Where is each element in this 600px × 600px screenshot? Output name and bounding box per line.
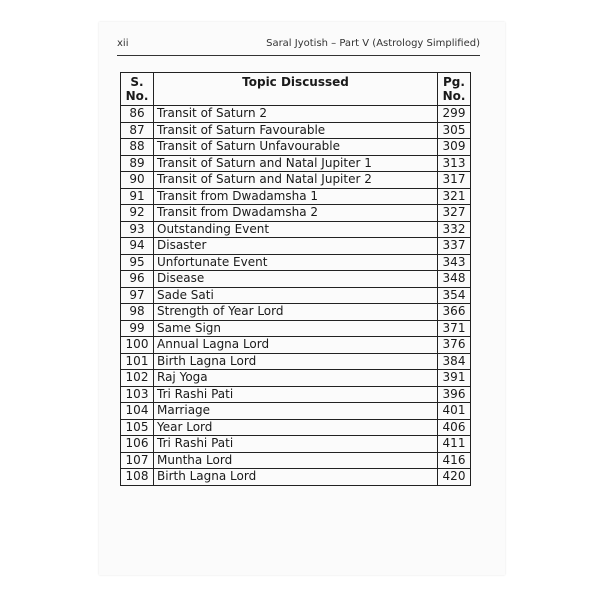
row-topic: Birth Lagna Lord — [154, 469, 438, 486]
row-serial-number: 94 — [121, 238, 154, 255]
row-page-number: 343 — [438, 254, 471, 271]
table-row — [121, 221, 471, 238]
contents-table — [120, 72, 471, 486]
row-topic: Transit of Saturn and Natal Jupiter 2 — [154, 172, 438, 189]
table-header-row — [121, 73, 471, 106]
row-serial-number: 90 — [121, 172, 154, 189]
row-serial-number: 108 — [121, 469, 154, 486]
table-row — [121, 287, 471, 304]
table-row — [121, 337, 471, 354]
row-page-number: 406 — [438, 419, 471, 436]
table-row — [121, 139, 471, 156]
table-row — [121, 205, 471, 222]
header-page-line2: No. — [442, 89, 466, 103]
table-body — [121, 106, 471, 486]
table-row — [121, 188, 471, 205]
row-topic: Sade Sati — [154, 287, 438, 304]
row-serial-number: 100 — [121, 337, 154, 354]
row-page-number: 327 — [438, 205, 471, 222]
row-topic: Disaster — [154, 238, 438, 255]
row-page-number: 376 — [438, 337, 471, 354]
row-page-number: 317 — [438, 172, 471, 189]
row-page-number: 411 — [438, 436, 471, 453]
row-page-number: 420 — [438, 469, 471, 486]
table-row — [121, 353, 471, 370]
row-topic: Marriage — [154, 403, 438, 420]
row-page-number: 366 — [438, 304, 471, 321]
header-serial-line1: S. — [130, 75, 144, 89]
row-topic: Annual Lagna Lord — [154, 337, 438, 354]
row-serial-number: 105 — [121, 419, 154, 436]
header-serial-line2: No. — [125, 89, 149, 103]
row-topic: Raj Yoga — [154, 370, 438, 387]
row-page-number: 337 — [438, 238, 471, 255]
row-page-number: 348 — [438, 271, 471, 288]
table-row — [121, 172, 471, 189]
page-header — [117, 38, 480, 54]
row-serial-number: 97 — [121, 287, 154, 304]
row-serial-number: 87 — [121, 122, 154, 139]
row-topic: Birth Lagna Lord — [154, 353, 438, 370]
header-serial-number — [121, 73, 154, 106]
table-row — [121, 386, 471, 403]
row-serial-number: 92 — [121, 205, 154, 222]
row-topic: Tri Rashi Pati — [154, 436, 438, 453]
table-row — [121, 155, 471, 172]
table-row — [121, 320, 471, 337]
row-page-number: 384 — [438, 353, 471, 370]
row-serial-number: 91 — [121, 188, 154, 205]
row-serial-number: 106 — [121, 436, 154, 453]
row-page-number: 299 — [438, 106, 471, 123]
row-topic: Muntha Lord — [154, 452, 438, 469]
row-topic: Tri Rashi Pati — [154, 386, 438, 403]
header-page-line1: Pg. — [443, 75, 465, 89]
row-page-number: 396 — [438, 386, 471, 403]
row-topic: Transit of Saturn Unfavourable — [154, 139, 438, 156]
row-serial-number: 89 — [121, 155, 154, 172]
row-serial-number: 104 — [121, 403, 154, 420]
row-page-number: 391 — [438, 370, 471, 387]
row-topic: Transit of Saturn and Natal Jupiter 1 — [154, 155, 438, 172]
row-serial-number: 96 — [121, 271, 154, 288]
row-topic: Unfortunate Event — [154, 254, 438, 271]
table-row — [121, 370, 471, 387]
row-topic: Disease — [154, 271, 438, 288]
row-page-number: 401 — [438, 403, 471, 420]
header-rule — [117, 55, 480, 56]
row-page-number: 305 — [438, 122, 471, 139]
row-serial-number: 107 — [121, 452, 154, 469]
table-row — [121, 238, 471, 255]
row-serial-number: 101 — [121, 353, 154, 370]
table-row — [121, 436, 471, 453]
row-serial-number: 99 — [121, 320, 154, 337]
row-page-number: 309 — [438, 139, 471, 156]
row-topic: Transit of Saturn 2 — [154, 106, 438, 123]
book-title: Saral Jyotish – Part V (Astrology Simplified) — [266, 38, 480, 49]
page-number: xii — [117, 38, 129, 49]
row-topic: Transit of Saturn Favourable — [154, 122, 438, 139]
header-page-number — [438, 73, 471, 106]
row-page-number: 354 — [438, 287, 471, 304]
table-row — [121, 254, 471, 271]
table-row — [121, 469, 471, 486]
row-page-number: 332 — [438, 221, 471, 238]
row-serial-number: 98 — [121, 304, 154, 321]
row-page-number: 371 — [438, 320, 471, 337]
row-serial-number: 102 — [121, 370, 154, 387]
row-serial-number: 95 — [121, 254, 154, 271]
row-page-number: 321 — [438, 188, 471, 205]
table-row — [121, 403, 471, 420]
table-row — [121, 304, 471, 321]
table-row — [121, 122, 471, 139]
row-serial-number: 86 — [121, 106, 154, 123]
table-row — [121, 271, 471, 288]
table-row — [121, 452, 471, 469]
table-row — [121, 106, 471, 123]
row-serial-number: 103 — [121, 386, 154, 403]
row-page-number: 416 — [438, 452, 471, 469]
row-serial-number: 93 — [121, 221, 154, 238]
table-row — [121, 419, 471, 436]
row-topic: Year Lord — [154, 419, 438, 436]
row-topic: Same Sign — [154, 320, 438, 337]
row-topic: Transit from Dwadamsha 1 — [154, 188, 438, 205]
row-page-number: 313 — [438, 155, 471, 172]
header-topic: Topic Discussed — [154, 73, 438, 106]
row-topic: Transit from Dwadamsha 2 — [154, 205, 438, 222]
row-topic: Strength of Year Lord — [154, 304, 438, 321]
row-serial-number: 88 — [121, 139, 154, 156]
row-topic: Outstanding Event — [154, 221, 438, 238]
